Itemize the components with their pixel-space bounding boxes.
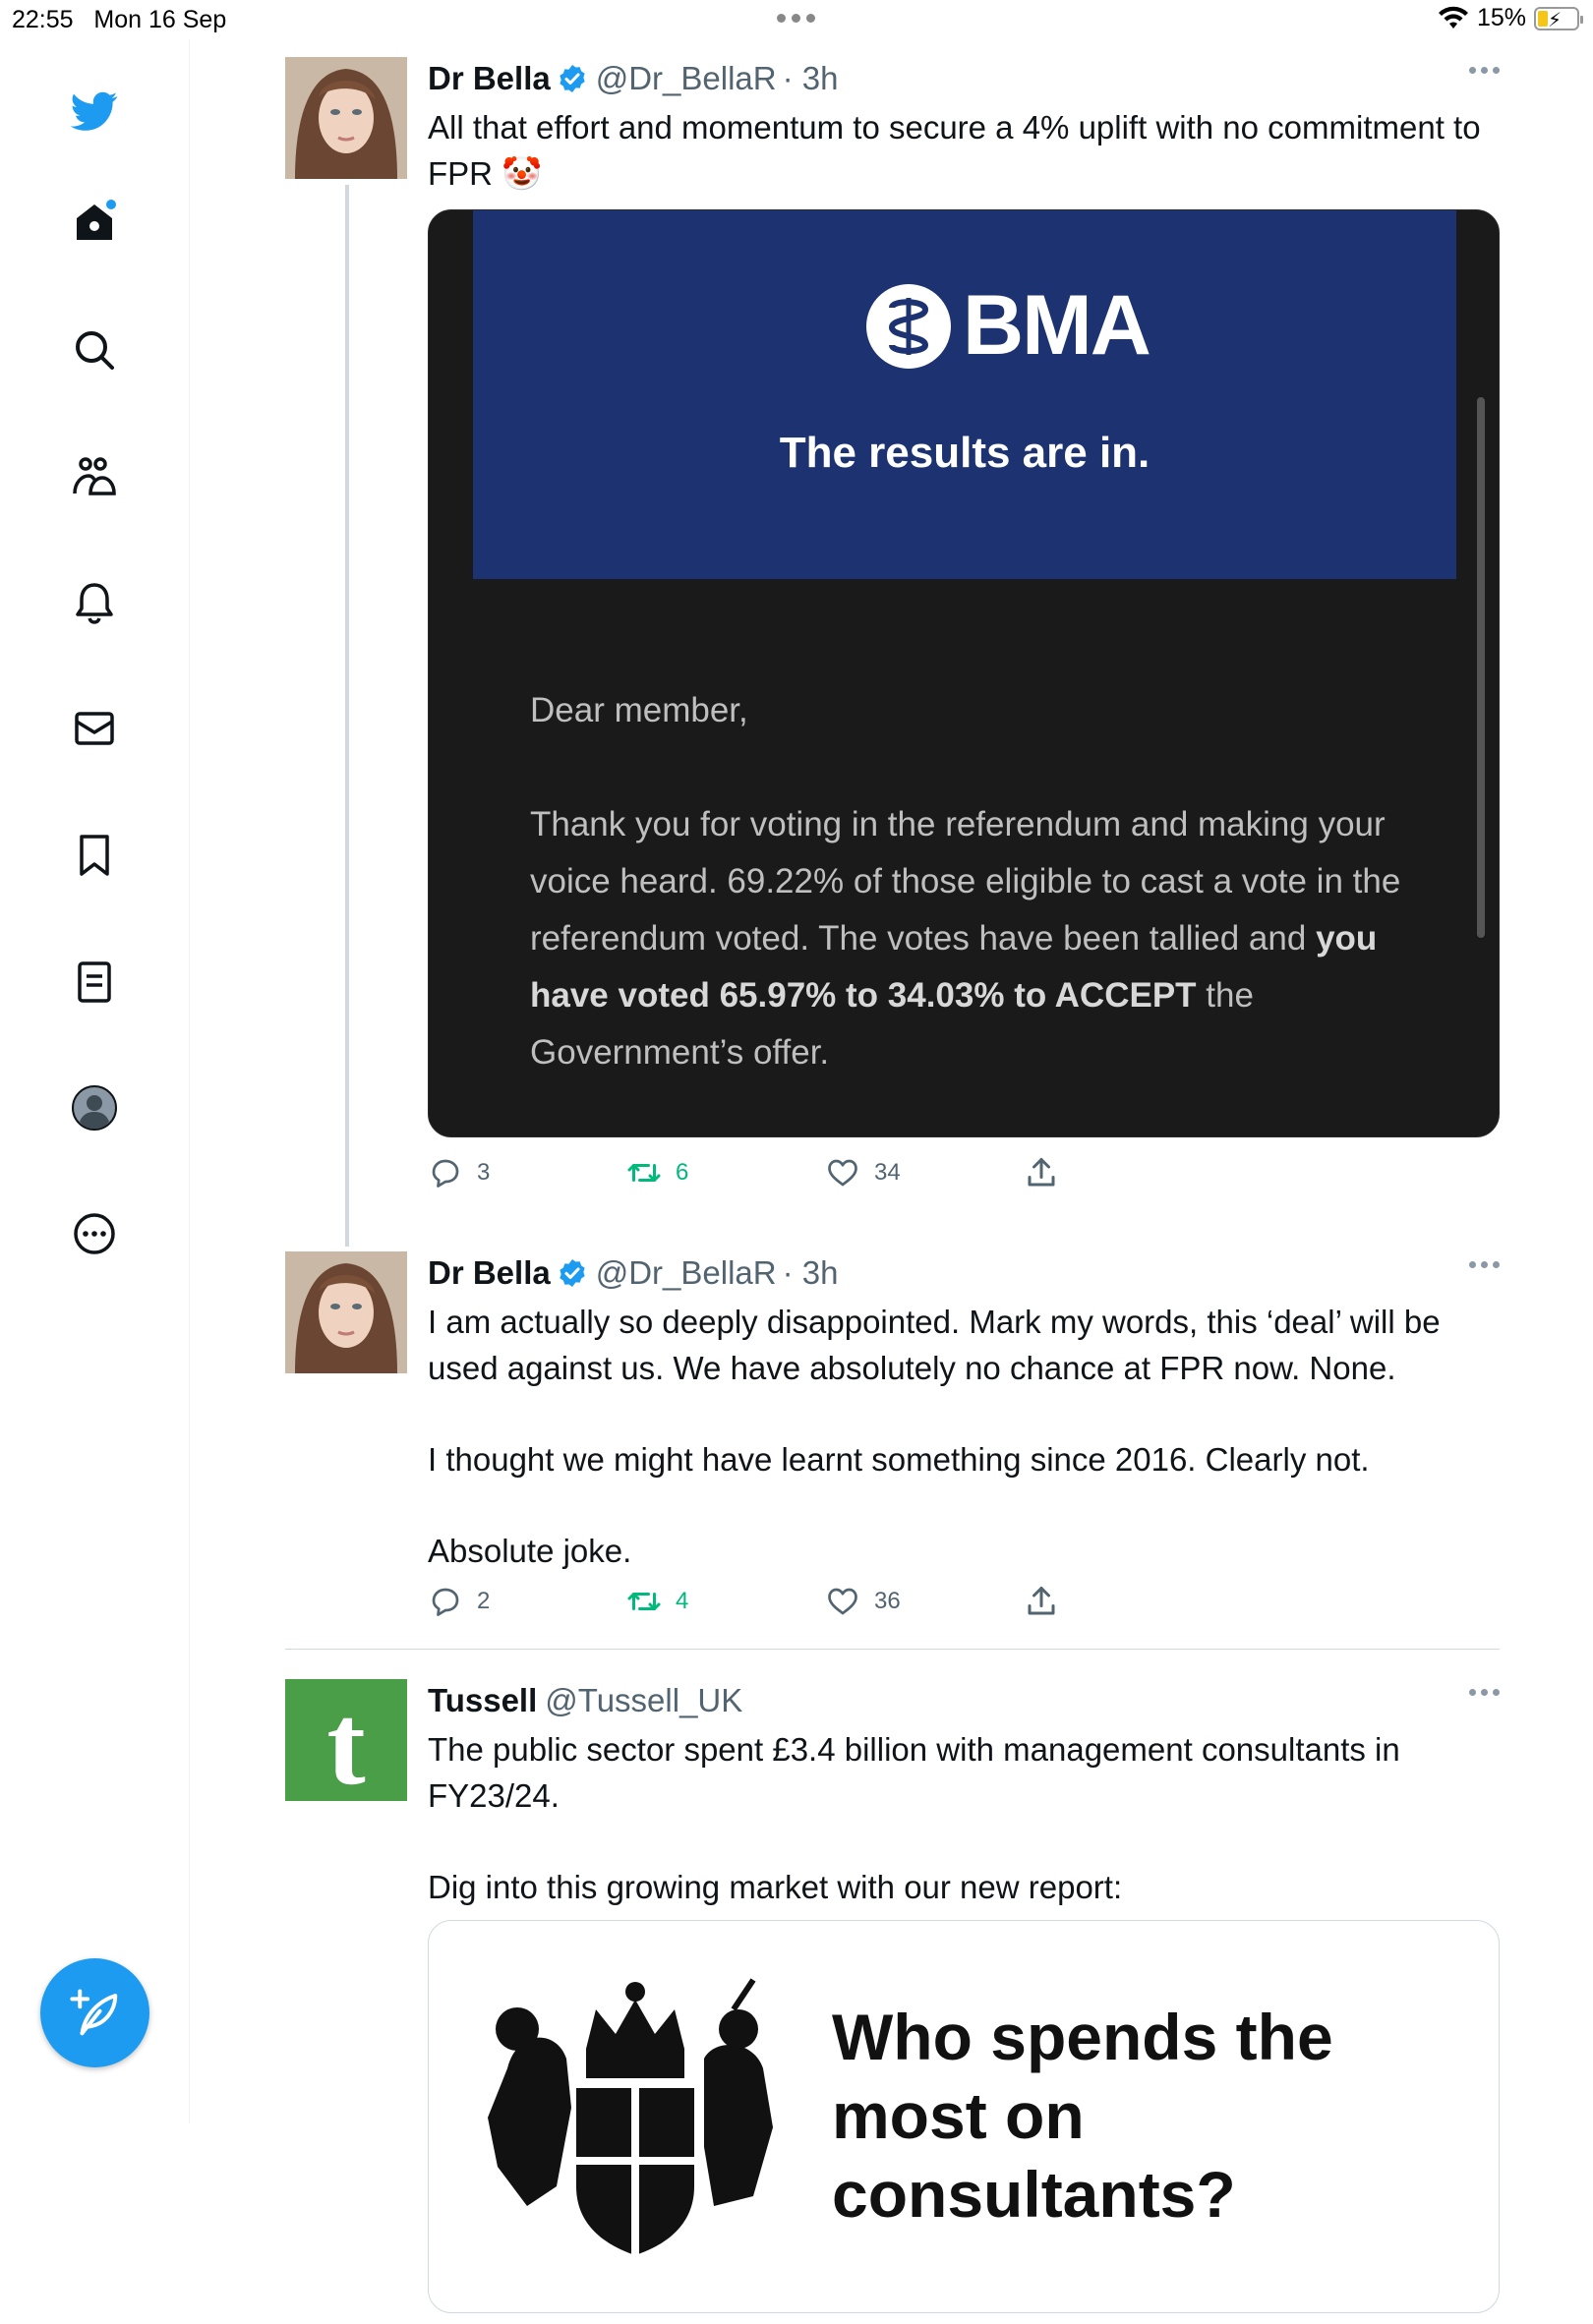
tweet[interactable]: [285, 1679, 1500, 2231]
tweet-text: All that effort and momentum to secure a 4% uplift with no commitment to FPR 🤡: [428, 109, 1481, 192]
share-button[interactable]: [1024, 1155, 1222, 1191]
verified-badge-icon: [557, 63, 588, 94]
author-handle[interactable]: @Dr_BellaR: [595, 60, 777, 96]
letter-body: Thank you for voting in the referendum and making your voice heard. 69.22% of those eligible to cast a vote in the referendum voted. The votes have been tallied and you have voted 65.97% to 34.03% to ACCEPT the Government’s offer.: [530, 805, 1401, 1072]
more-options-icon[interactable]: [1469, 1689, 1500, 1696]
svg-text:t: t: [326, 1680, 366, 1809]
letter-text: [530, 682, 1415, 1081]
bma-logo-text: BMA: [963, 278, 1150, 373]
tweet-header: [428, 1679, 1500, 1722]
bma-emblem-icon: [866, 284, 951, 369]
wifi-icon: [1438, 7, 1469, 30]
author-name[interactable]: Tussell: [428, 1682, 538, 1718]
tweet-header: [428, 1251, 1500, 1295]
communities-icon[interactable]: [69, 450, 120, 501]
reply-button[interactable]: 2: [428, 1584, 626, 1619]
battery-percent: 15%: [1476, 4, 1526, 31]
reply-icon: [428, 1584, 463, 1619]
like-button[interactable]: 34: [825, 1155, 1024, 1191]
reply-icon: [428, 1155, 463, 1191]
compose-button[interactable]: [40, 1958, 149, 2067]
retweet-button[interactable]: 6: [626, 1155, 825, 1191]
heart-icon: [825, 1584, 860, 1619]
share-icon: [1024, 1584, 1059, 1619]
more-icon[interactable]: [69, 1208, 120, 1259]
like-button[interactable]: 36: [825, 1584, 1024, 1619]
tweet[interactable]: [285, 1251, 1500, 1645]
image-scrollbar: [1477, 397, 1485, 938]
link-card[interactable]: [428, 1920, 1500, 2313]
heart-icon: [825, 1155, 860, 1191]
twitter-bird-icon[interactable]: [69, 86, 120, 137]
sidebar: [0, 39, 190, 2123]
tweet-text: The public sector spent £3.4 billion with management consultants in FY23/24. Dig into this growing market with our new report:: [428, 1731, 1400, 1905]
tweet-time[interactable]: · 3h: [782, 60, 839, 96]
multitasking-dots[interactable]: [777, 14, 815, 23]
avatar[interactable]: [285, 1251, 407, 1373]
search-icon[interactable]: [69, 324, 120, 376]
thread-line: [345, 185, 349, 1247]
tweet[interactable]: [285, 57, 1500, 1237]
author-handle[interactable]: @Tussell_UK: [545, 1682, 743, 1718]
bma-banner: [473, 210, 1456, 579]
author-name[interactable]: Dr Bella: [428, 60, 551, 96]
battery-icon: ⚡: [1534, 7, 1579, 30]
retweet-button[interactable]: 4: [626, 1584, 825, 1619]
status-time: 22:55 Mon 16 Sep: [12, 6, 227, 33]
tweet-header: [428, 57, 1500, 100]
retweet-icon: [626, 1584, 662, 1619]
banner-title: The results are in.: [779, 429, 1150, 477]
tweet-text: I am actually so deeply disappointed. Mark my words, this ‘deal’ will be used against us. We have absolutely no chance at FPR now. None. I thought we might have learnt something since 2016. Clearly not. Absolute joke.: [428, 1304, 1441, 1569]
status-right: [1438, 4, 1579, 32]
avatar[interactable]: [285, 1679, 407, 1809]
tweet-actions: [428, 1153, 1222, 1192]
royal-crest-icon: [458, 1970, 783, 2324]
tweet-media-image[interactable]: [428, 209, 1500, 1137]
home-icon[interactable]: [69, 197, 120, 248]
bookmark-icon[interactable]: [69, 830, 120, 881]
author-handle[interactable]: @Dr_BellaR: [595, 1254, 777, 1291]
tweet-time[interactable]: · 3h: [782, 1254, 839, 1291]
retweet-icon: [626, 1155, 662, 1191]
bell-icon[interactable]: [69, 577, 120, 628]
compose-icon: [69, 1987, 122, 2040]
more-options-icon[interactable]: [1469, 67, 1500, 74]
status-bar: [0, 0, 1593, 39]
card-title: Who spends the most on consultants?: [832, 2001, 1333, 2231]
bma-logo: [866, 277, 1150, 375]
verified-badge-icon: [557, 1257, 588, 1289]
reply-button[interactable]: 3: [428, 1155, 626, 1191]
more-options-icon[interactable]: [1469, 1261, 1500, 1268]
tweet-divider: [285, 1649, 1500, 1650]
profile-icon[interactable]: [69, 1082, 120, 1133]
avatar[interactable]: [285, 57, 407, 179]
share-button[interactable]: [1024, 1584, 1222, 1619]
mail-icon[interactable]: [69, 703, 120, 754]
letter-greeting: Dear member,: [530, 691, 748, 729]
share-icon: [1024, 1155, 1059, 1191]
author-name[interactable]: Dr Bella: [428, 1254, 551, 1291]
tweet-actions: [428, 1582, 1500, 1621]
list-icon[interactable]: [69, 957, 120, 1008]
